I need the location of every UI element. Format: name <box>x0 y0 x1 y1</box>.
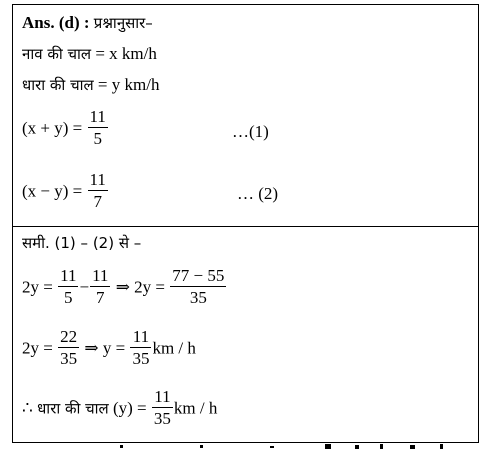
step1-b-denominator: 7 <box>90 286 110 309</box>
therefore-symbol: ∴ <box>22 398 33 418</box>
stream-speed-value: = y km/h <box>97 75 160 94</box>
step2-a-denominator: 35 <box>60 349 78 368</box>
boat-speed-label: नाव की चाल <box>22 45 92 63</box>
step-1 <box>22 266 227 309</box>
eq1-ref: …(1) <box>232 122 269 141</box>
step1-lhs: 2y = <box>22 277 53 297</box>
boat-speed-value: = x km/h <box>95 44 157 63</box>
final-var: (y) = <box>112 398 147 418</box>
final-answer <box>22 387 217 430</box>
final-numerator: 11 <box>154 387 171 406</box>
step2-unit: km / h <box>152 338 196 358</box>
eq2-numerator: 11 <box>89 170 106 189</box>
equation-2 <box>22 170 109 213</box>
bottom-edge-fragments <box>110 444 470 450</box>
step1-fraction-a <box>58 266 78 309</box>
step2-implies: ⇒ y = <box>84 338 126 358</box>
subtraction-intro <box>22 233 141 253</box>
step2-fraction-b <box>130 327 151 370</box>
step2-b-numerator: 11 <box>132 327 150 346</box>
solution-box <box>12 4 479 443</box>
step-2 <box>22 327 196 370</box>
final-label: धारा की चाल <box>37 399 109 418</box>
eq2-ref: … (2) <box>237 184 279 203</box>
step1-fraction-c <box>170 266 226 309</box>
step2-fraction-a <box>58 327 79 370</box>
final-unit: km / h <box>173 398 218 418</box>
step1-c-numerator: 77 − 55 <box>172 266 225 285</box>
boat-speed-def <box>22 44 157 64</box>
stream-speed-label: धारा की चाल <box>22 76 94 94</box>
step1-a-numerator: 11 <box>60 266 77 285</box>
step2-b-denominator: 35 <box>132 349 150 368</box>
eq1-denominator: 5 <box>88 127 108 150</box>
step1-b-numerator: 11 <box>92 266 109 285</box>
step1-implies: ⇒ 2y = <box>115 277 166 297</box>
answer-header <box>22 13 153 33</box>
stream-speed-def <box>22 75 159 95</box>
step1-minus: − <box>79 277 90 297</box>
eq1-numerator: 11 <box>89 107 106 126</box>
equation-1 <box>22 107 109 150</box>
step2-lhs: 2y = <box>22 338 53 358</box>
step1-a-denominator: 5 <box>58 286 78 309</box>
subtraction-intro-text: समी. (1) – (2) से – <box>22 234 142 252</box>
step1-c-denominator: 35 <box>170 286 226 309</box>
final-denominator: 35 <box>153 409 171 428</box>
step1-fraction-b <box>90 266 110 309</box>
final-fraction <box>152 387 173 430</box>
eq2-denominator: 7 <box>88 190 108 213</box>
step2-a-numerator: 22 <box>60 327 78 346</box>
eq2-fraction <box>88 170 108 213</box>
answer-intro: प्रश्नानुसार– <box>93 14 153 32</box>
eq1-fraction <box>88 107 108 150</box>
answer-label: Ans. (d) : <box>22 13 90 32</box>
section-divider <box>12 226 479 227</box>
eq2-lhs: (x − y) = <box>22 181 83 201</box>
eq1-lhs: (x + y) = <box>22 118 83 138</box>
